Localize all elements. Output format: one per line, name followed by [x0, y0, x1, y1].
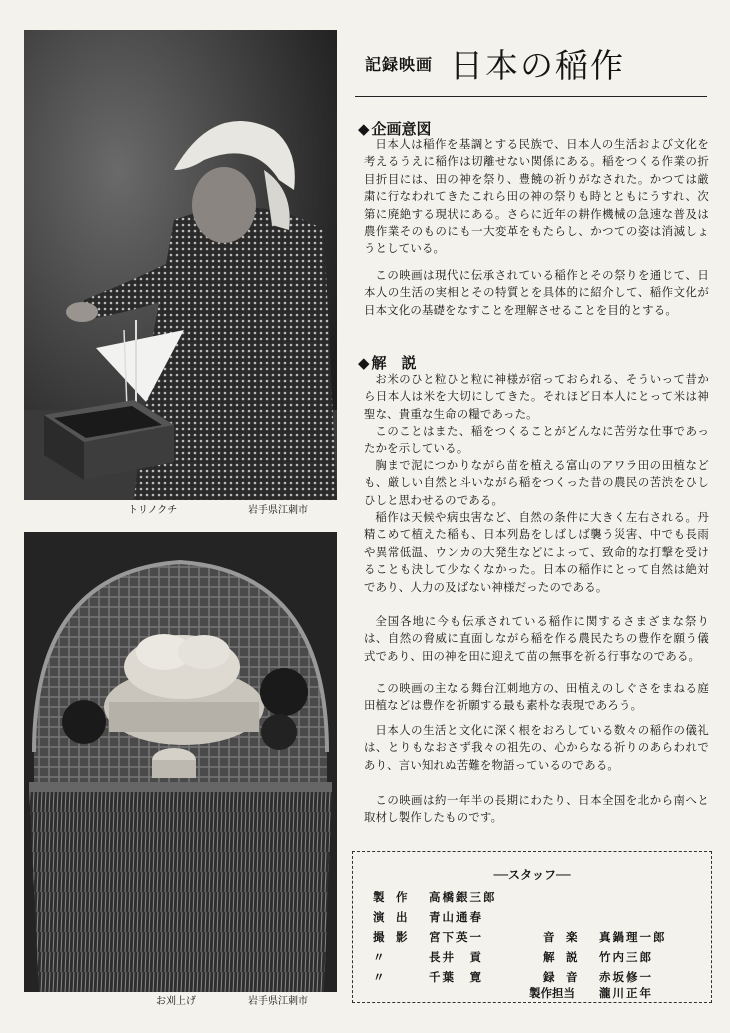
photo-caption-location: 岩手県江刺市: [248, 505, 308, 516]
photo-caption-title: お刈上げ: [156, 996, 196, 1007]
paragraph: この映画は現代に伝承されている稲作とその祭りを通じて、日本人の生活の実相とその特質とを具体的に紹介して、稲作文化が日本文化の基礎をなすことを理解させることを目的とする。: [364, 268, 709, 317]
staff-name: 高橋銀三郎: [429, 890, 497, 904]
document-header: [355, 38, 705, 88]
paragraph: 日本人の生活と文化に深く根をおろしている数々の稲作の儀礼は、とりもなおさず我々の祖先の、心からなる祈りのあらわれであり、言い知れぬ苦難を物語っているのである。: [364, 723, 709, 772]
photo-caption-location: 岩手県江刺市: [248, 996, 308, 1007]
paragraph: この映画は約一年半の長期にわたり、日本全国を北から南へと取材し製作したものです。: [364, 793, 709, 825]
staff-row: [529, 986, 653, 1000]
paragraph: 全国各地に今も伝承されている稲作に関するさまざまな祭りは、自然の脅威に直面しながら稲を作る農民たちの豊作を願う儀式であり、田の神を田に迎えて苗の無事を祈る行事なのである。: [364, 614, 709, 663]
diamond-bullet-icon: ◆: [358, 354, 370, 372]
photo-okariage: [24, 532, 337, 992]
staff-role: 音 楽: [543, 930, 578, 944]
staff-role: 録 音: [543, 970, 578, 984]
staff-credits-box: [352, 851, 712, 1003]
staff-name: 瀧川正年: [599, 986, 653, 1000]
staff-row: [543, 970, 653, 984]
staff-row: [373, 890, 497, 904]
section-heading-text: 企画意図: [371, 120, 432, 138]
staff-title: ──スタッフ──: [493, 868, 571, 882]
staff-name: 真鍋理一郎: [599, 930, 667, 944]
paragraph: 胸まで泥につかりながら苗を植える富山のアワラ田の田植なども、厳しい自然と斗いながら稲をつくった昔の農民の苦渋をひしひしと思わせるのである。: [364, 458, 709, 507]
staff-row: [543, 950, 653, 964]
staff-name: 竹内三郎: [599, 950, 653, 964]
staff-row: [373, 950, 483, 964]
staff-name: 千葉 寛: [429, 970, 483, 984]
staff-name: 宮下英一: [429, 930, 483, 944]
staff-row: [373, 910, 483, 924]
photo-torinokuchi: [24, 30, 337, 500]
staff-row: [373, 930, 483, 944]
staff-name: 赤坂修一: [599, 970, 653, 984]
header-divider: [355, 96, 707, 97]
staff-role: 解 説: [543, 950, 578, 964]
woman-ritual-photo: [24, 30, 337, 500]
staff-role: 〃: [373, 970, 385, 984]
section-heading-text: 解 説: [371, 354, 417, 372]
paragraph: お米のひと粒ひと粒に神様が宿っておられる、そういって昔から日本人は米を大切にしてきた。それほど日本人にとって米は神聖な、貴重な生命の糧であった。: [364, 372, 709, 421]
paragraph: 稲作は天候や病虫害など、自然の条件に大きく左右される。丹精こめて植えた稲も、日本列島をしばしば襲う災害、中でも長雨や異常低温、ウンカの大発生などによって、致命的な打撃を受けることも決して少なくなかった。日本の稲作にとって自然は絶対であり、人力の及ばない神様だったのである。: [364, 510, 709, 594]
staff-name: 青山通春: [429, 910, 483, 924]
paragraph: この映画の主なる舞台江刺地方の、田植えのしぐさをまねる庭田植などは豊作を祈願する最も素朴な表現であろう。: [364, 681, 709, 713]
page-title: 日本の稲作: [450, 46, 625, 85]
staff-role: 演 出: [373, 910, 408, 924]
paragraph: このことはまた、稲をつくることがどんなに苦労な仕事であったかを示している。: [364, 424, 709, 456]
rice-offering-photo: [24, 532, 337, 992]
diamond-bullet-icon: ◆: [358, 120, 370, 138]
photo-caption-title: トリノクチ: [128, 505, 178, 516]
paragraph: 日本人は稲作を基調とする民族で、日本人の生活および文化を考えるうえに稲作は切離せない関係にある。稲をつくる作業の折目折目には、田の神を祭り、豊饒の祈りがなされた。かつては厳粛に行なわれてきたこれら田の神の祭りも時とともにうすれ、次第に廃絶する現状にある。さらに近年の耕作機械の急速な普及は農作業そのものにも一大変革をもたらし、かつての姿は消滅しょうとしている。: [364, 137, 709, 256]
staff-name: 長井 貢: [429, 950, 483, 964]
staff-row: [373, 970, 483, 984]
staff-role: 撮 影: [373, 930, 408, 944]
staff-row: [543, 930, 667, 944]
staff-role: 製作担当: [529, 986, 575, 1000]
staff-role: 製 作: [373, 890, 408, 904]
section-heading-commentary: [358, 352, 417, 373]
film-category-label: 記録映画: [365, 55, 434, 74]
staff-role: 〃: [373, 950, 385, 964]
